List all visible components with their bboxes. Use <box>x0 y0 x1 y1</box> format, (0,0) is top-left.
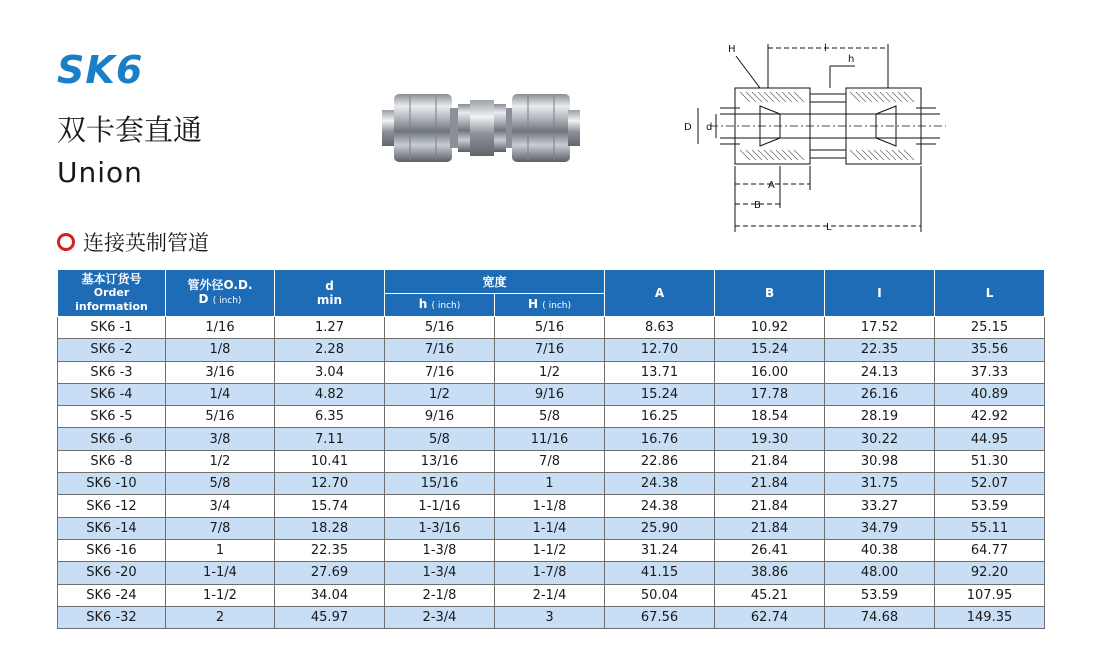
cell-B: 21.84 <box>715 473 825 495</box>
cell-A: 16.76 <box>605 428 715 450</box>
header-L: L <box>935 270 1045 317</box>
cell-d-min: 3.04 <box>275 361 385 383</box>
cell-d-min: 2.28 <box>275 339 385 361</box>
cell-L: 55.11 <box>935 517 1045 539</box>
cell-h-small: 1-3/8 <box>385 539 495 561</box>
cell-d-min: 1.27 <box>275 317 385 339</box>
table-row <box>58 383 1045 405</box>
cell-h-small: 1-3/16 <box>385 517 495 539</box>
header-h-big <box>495 294 605 317</box>
product-name-en: Union <box>57 156 143 189</box>
cell-L: 35.56 <box>935 339 1045 361</box>
cell-d-min: 22.35 <box>275 539 385 561</box>
cell-A: 25.90 <box>605 517 715 539</box>
table-row <box>58 406 1045 428</box>
cell-d-min: 15.74 <box>275 495 385 517</box>
cell-L: 107.95 <box>935 584 1045 606</box>
cell-B: 62.74 <box>715 606 825 628</box>
table-row <box>58 317 1045 339</box>
cell-B: 15.24 <box>715 339 825 361</box>
cell-A: 16.25 <box>605 406 715 428</box>
cell-h-big: 9/16 <box>495 383 605 405</box>
cell-A: 8.63 <box>605 317 715 339</box>
cell-order-no: SK6 -14 <box>58 517 166 539</box>
cell-order-no: SK6 -24 <box>58 584 166 606</box>
cell-L: 42.92 <box>935 406 1045 428</box>
cell-h-big: 1 <box>495 473 605 495</box>
cell-h-small: 7/16 <box>385 361 495 383</box>
union-fitting-photo <box>380 86 580 168</box>
cell-order-no: SK6 -12 <box>58 495 166 517</box>
header-order <box>58 270 166 317</box>
cell-B: 19.30 <box>715 428 825 450</box>
cell-h-big: 11/16 <box>495 428 605 450</box>
header-I: I <box>825 270 935 317</box>
cell-d-min: 45.97 <box>275 606 385 628</box>
cell-L: 52.07 <box>935 473 1045 495</box>
label-h: h <box>848 54 855 65</box>
table-row <box>58 450 1045 472</box>
cell-h-big: 5/8 <box>495 406 605 428</box>
cell-od: 1/16 <box>166 317 275 339</box>
cell-I: 33.27 <box>825 495 935 517</box>
cell-A: 12.70 <box>605 339 715 361</box>
table-row <box>58 584 1045 606</box>
header-od <box>166 270 275 317</box>
cell-od: 5/8 <box>166 473 275 495</box>
label-L: L <box>826 222 832 233</box>
cell-h-small: 2-1/8 <box>385 584 495 606</box>
cell-h-big: 1-1/8 <box>495 495 605 517</box>
header-B: B <box>715 270 825 317</box>
header-od-unit: ( inch) <box>212 296 242 306</box>
cell-h-big: 5/16 <box>495 317 605 339</box>
header-d-sub: min <box>316 293 343 307</box>
cell-order-no: SK6 -20 <box>58 562 166 584</box>
cell-h-small: 7/16 <box>385 339 495 361</box>
label-B: B <box>754 200 761 211</box>
header-order-cn: 基本订货号 <box>81 272 142 286</box>
cell-B: 17.78 <box>715 383 825 405</box>
header-d-label: d <box>325 279 334 293</box>
cell-h-big: 3 <box>495 606 605 628</box>
cell-I: 34.79 <box>825 517 935 539</box>
cell-L: 51.30 <box>935 450 1045 472</box>
cell-A: 41.15 <box>605 562 715 584</box>
header-od-sub: D <box>198 292 209 306</box>
cell-I: 53.59 <box>825 584 935 606</box>
cell-d-min: 6.35 <box>275 406 385 428</box>
cell-od: 3/4 <box>166 495 275 517</box>
cell-order-no: SK6 -8 <box>58 450 166 472</box>
cell-I: 48.00 <box>825 562 935 584</box>
cell-B: 21.84 <box>715 495 825 517</box>
cell-od: 2 <box>166 606 275 628</box>
cell-A: 13.71 <box>605 361 715 383</box>
table-row <box>58 339 1045 361</box>
cell-I: 30.22 <box>825 428 935 450</box>
cell-I: 31.75 <box>825 473 935 495</box>
header-d <box>275 270 385 317</box>
cell-d-min: 18.28 <box>275 517 385 539</box>
header-h-small-unit: ( inch) <box>431 301 461 311</box>
cell-B: 10.92 <box>715 317 825 339</box>
cell-od: 1/4 <box>166 383 275 405</box>
table-row <box>58 517 1045 539</box>
cell-L: 25.15 <box>935 317 1045 339</box>
cell-I: 26.16 <box>825 383 935 405</box>
cell-I: 24.13 <box>825 361 935 383</box>
header-A: A <box>605 270 715 317</box>
cell-d-min: 34.04 <box>275 584 385 606</box>
table-row <box>58 473 1045 495</box>
cell-A: 31.24 <box>605 539 715 561</box>
cell-A: 24.38 <box>605 495 715 517</box>
cell-od: 3/16 <box>166 361 275 383</box>
cell-h-small: 2-3/4 <box>385 606 495 628</box>
spec-table <box>57 269 1045 629</box>
label-A: A <box>768 180 775 191</box>
circle-bullet-icon <box>57 233 75 251</box>
section-title: 连接英制管道 <box>83 231 209 255</box>
cell-h-small: 1-1/16 <box>385 495 495 517</box>
cell-h-big: 1-7/8 <box>495 562 605 584</box>
cell-I: 40.38 <box>825 539 935 561</box>
cell-order-no: SK6 -5 <box>58 406 166 428</box>
cell-od: 3/8 <box>166 428 275 450</box>
cell-od: 1/8 <box>166 339 275 361</box>
cell-h-small: 5/8 <box>385 428 495 450</box>
cell-h-big: 1-1/2 <box>495 539 605 561</box>
cell-B: 21.84 <box>715 450 825 472</box>
header-h-big-label: H <box>528 297 539 311</box>
cell-h-big: 7/8 <box>495 450 605 472</box>
cell-order-no: SK6 -6 <box>58 428 166 450</box>
label-H: H <box>728 44 736 55</box>
cell-od: 7/8 <box>166 517 275 539</box>
cell-I: 22.35 <box>825 339 935 361</box>
cell-od: 1-1/4 <box>166 562 275 584</box>
cell-h-small: 5/16 <box>385 317 495 339</box>
cell-A: 22.86 <box>605 450 715 472</box>
table-row <box>58 606 1045 628</box>
spec-table-body <box>58 317 1045 629</box>
table-row <box>58 428 1045 450</box>
cell-order-no: SK6 -1 <box>58 317 166 339</box>
cell-d-min: 7.11 <box>275 428 385 450</box>
cell-order-no: SK6 -32 <box>58 606 166 628</box>
cell-I: 28.19 <box>825 406 935 428</box>
technical-drawing <box>680 36 950 236</box>
cell-h-small: 15/16 <box>385 473 495 495</box>
header-od-cn: 管外径O.D. <box>187 278 253 292</box>
cell-I: 74.68 <box>825 606 935 628</box>
cell-d-min: 12.70 <box>275 473 385 495</box>
cell-d-min: 27.69 <box>275 562 385 584</box>
cell-L: 92.20 <box>935 562 1045 584</box>
cell-L: 149.35 <box>935 606 1045 628</box>
cell-h-small: 1-3/4 <box>385 562 495 584</box>
table-row <box>58 361 1045 383</box>
cell-od: 1 <box>166 539 275 561</box>
label-l: l <box>824 43 827 54</box>
cell-h-small: 9/16 <box>385 406 495 428</box>
cell-order-no: SK6 -2 <box>58 339 166 361</box>
cell-A: 15.24 <box>605 383 715 405</box>
cell-order-no: SK6 -4 <box>58 383 166 405</box>
section-heading <box>57 228 209 256</box>
header-h-small-label: h <box>418 297 428 311</box>
cell-I: 17.52 <box>825 317 935 339</box>
cell-B: 45.21 <box>715 584 825 606</box>
cell-h-big: 1-1/4 <box>495 517 605 539</box>
cell-B: 21.84 <box>715 517 825 539</box>
cell-L: 37.33 <box>935 361 1045 383</box>
table-row <box>58 539 1045 561</box>
cell-L: 40.89 <box>935 383 1045 405</box>
table-row <box>58 495 1045 517</box>
cell-h-big: 7/16 <box>495 339 605 361</box>
cell-A: 24.38 <box>605 473 715 495</box>
cell-d-min: 4.82 <box>275 383 385 405</box>
cell-L: 53.59 <box>935 495 1045 517</box>
product-code: SK6 <box>57 48 144 92</box>
cell-B: 38.86 <box>715 562 825 584</box>
table-row <box>58 562 1045 584</box>
cell-h-big: 1/2 <box>495 361 605 383</box>
header-order-en: Order information <box>75 286 148 313</box>
header-h-small <box>385 294 495 317</box>
label-D: D <box>684 122 692 133</box>
cell-h-small: 1/2 <box>385 383 495 405</box>
header-width: 宽度 <box>385 270 605 294</box>
cell-L: 44.95 <box>935 428 1045 450</box>
cell-B: 16.00 <box>715 361 825 383</box>
cell-I: 30.98 <box>825 450 935 472</box>
cell-h-big: 2-1/4 <box>495 584 605 606</box>
cell-A: 50.04 <box>605 584 715 606</box>
cell-order-no: SK6 -3 <box>58 361 166 383</box>
label-d: d <box>706 122 713 133</box>
cell-A: 67.56 <box>605 606 715 628</box>
cell-L: 64.77 <box>935 539 1045 561</box>
cell-od: 5/16 <box>166 406 275 428</box>
cell-B: 18.54 <box>715 406 825 428</box>
header-h-big-unit: ( inch) <box>542 301 571 311</box>
cell-order-no: SK6 -16 <box>58 539 166 561</box>
cell-od: 1-1/2 <box>166 584 275 606</box>
cell-h-small: 13/16 <box>385 450 495 472</box>
cell-B: 26.41 <box>715 539 825 561</box>
cell-od: 1/2 <box>166 450 275 472</box>
cell-d-min: 10.41 <box>275 450 385 472</box>
cell-order-no: SK6 -10 <box>58 473 166 495</box>
product-name-cn: 双卡套直通 <box>57 113 203 147</box>
